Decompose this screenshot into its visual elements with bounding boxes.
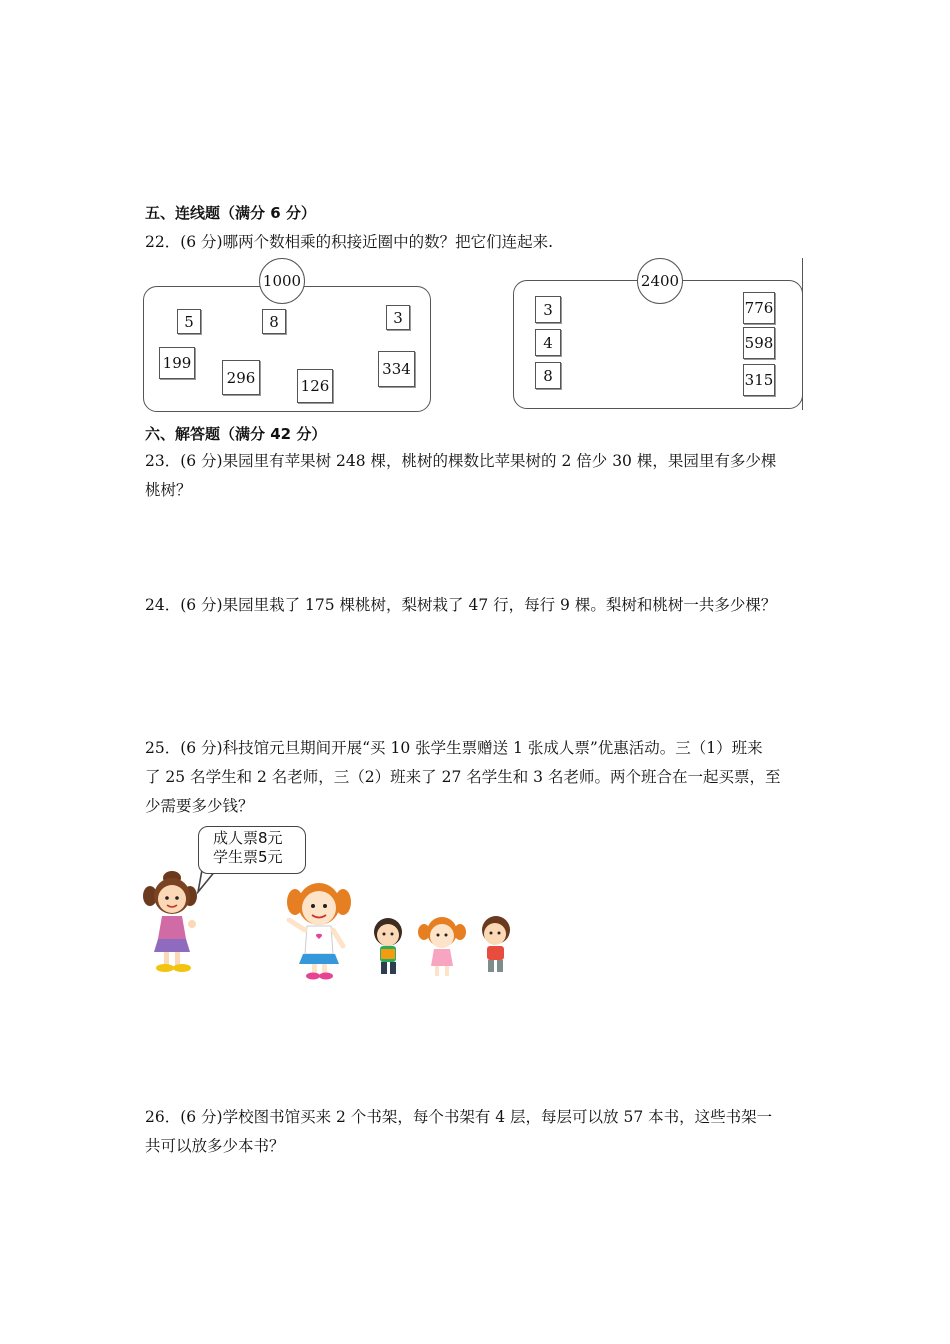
number-box: 5 (177, 309, 201, 334)
question-25-line-1: 25．(6 分)科技馆元旦期间开展“买 10 张学生票赠送 1 张成人票”优惠活动。三（1）班来 (145, 739, 763, 757)
question-26 (145, 1103, 805, 1161)
question-22-text: 22．(6 分)哪两个数相乘的积接近圈中的数？把它们连起来. (145, 233, 554, 251)
adult-ticket-price: 成人票8元 (213, 829, 283, 847)
target-circle-1000: 1000 (259, 258, 305, 304)
question-23-line-1: 23．(6 分)果园里有苹果树 248 棵，桃树的棵数比苹果树的 2 倍少 30 棵，果园里有多少棵 (145, 452, 777, 470)
girl-waving-figure (287, 883, 351, 980)
question-24-line-1: 24．(6 分)果园里栽了 175 棵桃树，梨树栽了 47 行，每行 9 棵。梨树和桃树一共多少棵？ (145, 596, 777, 614)
number-box: 199 (159, 347, 195, 379)
girl-speaker-figure (143, 871, 197, 972)
target-circle-2400: 2400 (637, 258, 683, 304)
number-box: 8 (535, 362, 561, 389)
question-25-line-2: 了 25 名学生和 2 名老师，三（2）班来了 27 名学生和 3 名老师。两个班合在一起买票，至 (145, 768, 781, 786)
number-box: 334 (378, 351, 415, 387)
section-5-title: 五、连线题（满分 6 分） (145, 204, 316, 222)
number-box: 315 (743, 364, 775, 396)
panel-edge-line (802, 258, 803, 410)
small-girl-figure (418, 917, 466, 976)
student-ticket-price: 学生票5元 (213, 848, 283, 866)
number-box: 3 (535, 296, 561, 323)
number-box: 8 (262, 309, 286, 334)
number-box: 776 (743, 292, 775, 324)
number-box: 598 (743, 327, 775, 359)
boy-running-figure (482, 916, 510, 972)
question-26-line-1: 26．(6 分)学校图书馆买来 2 个书架，每个书架有 4 层，每层可以放 57 本书，这些书架一 (145, 1108, 773, 1126)
question-24 (145, 591, 805, 620)
question-23 (145, 447, 805, 505)
question-25 (145, 734, 805, 821)
question-26-line-2: 共可以放多少本书？ (145, 1137, 285, 1155)
section-6-title: 六、解答题（满分 42 分） (145, 425, 327, 443)
number-box: 296 (222, 360, 260, 395)
boy-walking-figure (374, 918, 402, 974)
number-box: 126 (297, 369, 333, 403)
question-23-line-2: 桃树？ (145, 481, 192, 499)
question-25-line-3: 少需要多少钱？ (145, 797, 254, 815)
number-box: 4 (535, 329, 561, 356)
children-illustration (140, 864, 540, 984)
number-box: 3 (386, 305, 410, 330)
